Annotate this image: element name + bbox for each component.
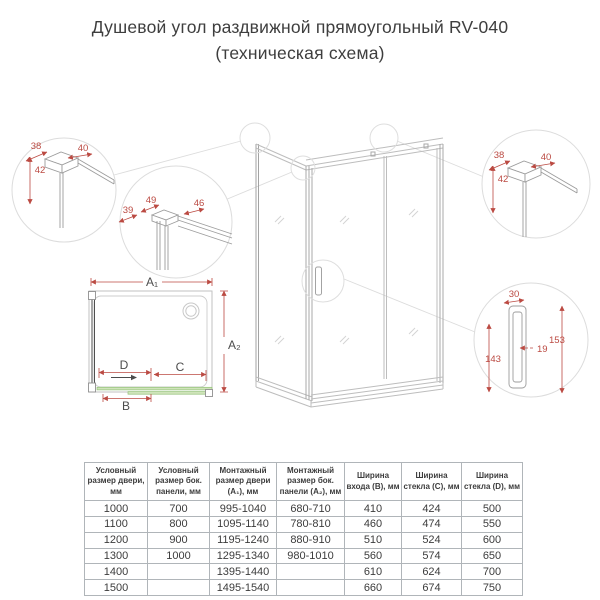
glass-sparkle-icons bbox=[275, 209, 418, 344]
table-cell: 680-710 bbox=[277, 501, 345, 517]
table-row bbox=[85, 501, 523, 517]
detail-circle-rail bbox=[119, 166, 232, 278]
plan-dim-b: B bbox=[121, 399, 131, 413]
table-cell: 410 bbox=[345, 501, 402, 517]
dim-143-label: 143 bbox=[485, 354, 501, 365]
table-cell: 700 bbox=[148, 501, 210, 517]
column-header: Монтажный размер бок. панели (A₂), мм bbox=[277, 463, 345, 501]
table-cell bbox=[277, 564, 345, 580]
table-cell: 1500 bbox=[85, 580, 148, 596]
size-table bbox=[84, 462, 523, 596]
table-header-row bbox=[85, 463, 523, 501]
table-cell bbox=[277, 580, 345, 596]
table-cell: 650 bbox=[462, 548, 523, 564]
detail-circle-handle bbox=[474, 283, 588, 397]
table-cell: 600 bbox=[462, 532, 523, 548]
page-title bbox=[0, 14, 600, 67]
table-cell: 1300 bbox=[85, 548, 148, 564]
table-cell: 550 bbox=[462, 516, 523, 532]
table-cell: 700 bbox=[462, 564, 523, 580]
table-cell: 1095-1140 bbox=[210, 516, 277, 532]
table-cell: 510 bbox=[345, 532, 402, 548]
table-cell: 1295-1340 bbox=[210, 548, 277, 564]
table-cell: 880-910 bbox=[277, 532, 345, 548]
table-cell: 674 bbox=[402, 580, 462, 596]
table-cell: 1400 bbox=[85, 564, 148, 580]
table-cell: 560 bbox=[345, 548, 402, 564]
plan-dim-a1: A₁ bbox=[145, 275, 159, 289]
table-cell: 610 bbox=[345, 564, 402, 580]
dim-38-label: 38 bbox=[493, 150, 505, 161]
dim-46-label: 46 bbox=[193, 198, 205, 209]
table-cell bbox=[148, 580, 210, 596]
table-cell: 660 bbox=[345, 580, 402, 596]
column-header: Ширина входа (B), мм bbox=[345, 463, 402, 501]
table-cell: 1495-1540 bbox=[210, 580, 277, 596]
column-header: Ширина стекла (D), мм bbox=[462, 463, 523, 501]
column-header: Монтажный размер двери (A₁), мм bbox=[210, 463, 277, 501]
dim-19-label: 19 bbox=[537, 344, 548, 355]
table-cell: 1000 bbox=[148, 548, 210, 564]
table-cell: 474 bbox=[402, 516, 462, 532]
technical-diagram bbox=[0, 100, 600, 460]
table-row bbox=[85, 564, 523, 580]
glass-panel-d bbox=[97, 387, 212, 390]
table-cell: 1195-1240 bbox=[210, 532, 277, 548]
dim-42-label: 42 bbox=[34, 165, 46, 176]
table-cell: 624 bbox=[402, 564, 462, 580]
table-cell: 1100 bbox=[85, 516, 148, 532]
table-cell: 900 bbox=[148, 532, 210, 548]
table-cell: 500 bbox=[462, 501, 523, 517]
door-handle bbox=[316, 267, 322, 295]
table-cell: 460 bbox=[345, 516, 402, 532]
table-row bbox=[85, 548, 523, 564]
dim-40-label: 40 bbox=[77, 143, 89, 154]
dim-42-label: 42 bbox=[497, 174, 509, 185]
dim-49-label: 49 bbox=[145, 195, 157, 206]
table-cell: 524 bbox=[402, 532, 462, 548]
dim-40-label: 40 bbox=[540, 152, 552, 163]
table-cell: 424 bbox=[402, 501, 462, 517]
table-cell: 1395-1440 bbox=[210, 564, 277, 580]
table-cell: 780-810 bbox=[277, 516, 345, 532]
table-cell: 1200 bbox=[85, 532, 148, 548]
plan-view bbox=[89, 275, 242, 413]
table-cell: 574 bbox=[402, 548, 462, 564]
table-cell: 1000 bbox=[85, 501, 148, 517]
title-line-2: (техническая схема) bbox=[215, 43, 385, 64]
table-row bbox=[85, 532, 523, 548]
column-header: Условный размер бок. панели, мм bbox=[148, 463, 210, 501]
dim-30-label: 30 bbox=[508, 289, 520, 300]
plan-dim-d: D bbox=[119, 358, 129, 372]
table-cell: 980-1010 bbox=[277, 548, 345, 564]
table-cell: 800 bbox=[148, 516, 210, 532]
plan-dim-c: C bbox=[175, 360, 185, 374]
table-cell: 750 bbox=[462, 580, 523, 596]
enclosure-3d-view bbox=[240, 123, 443, 407]
table-cell bbox=[148, 564, 210, 580]
table-row bbox=[85, 516, 523, 532]
glass-panel-c bbox=[128, 392, 206, 395]
title-line-1: Душевой угол раздвижной прямоугольный RV-040 bbox=[91, 17, 509, 37]
table-body bbox=[85, 501, 523, 596]
detail-circle-corner-left bbox=[12, 138, 116, 242]
column-header: Условный размер двери, мм bbox=[85, 463, 148, 501]
dim-153-label: 153 bbox=[549, 335, 565, 346]
detail-circle-corner-right bbox=[482, 130, 590, 238]
plan-dim-a2: A₂ bbox=[228, 338, 241, 352]
table-row bbox=[85, 580, 523, 596]
table-cell: 995-1040 bbox=[210, 501, 277, 517]
column-header: Ширина стекла (C), мм bbox=[402, 463, 462, 501]
dim-38-label: 38 bbox=[30, 141, 42, 152]
dim-39-label: 39 bbox=[122, 205, 134, 216]
